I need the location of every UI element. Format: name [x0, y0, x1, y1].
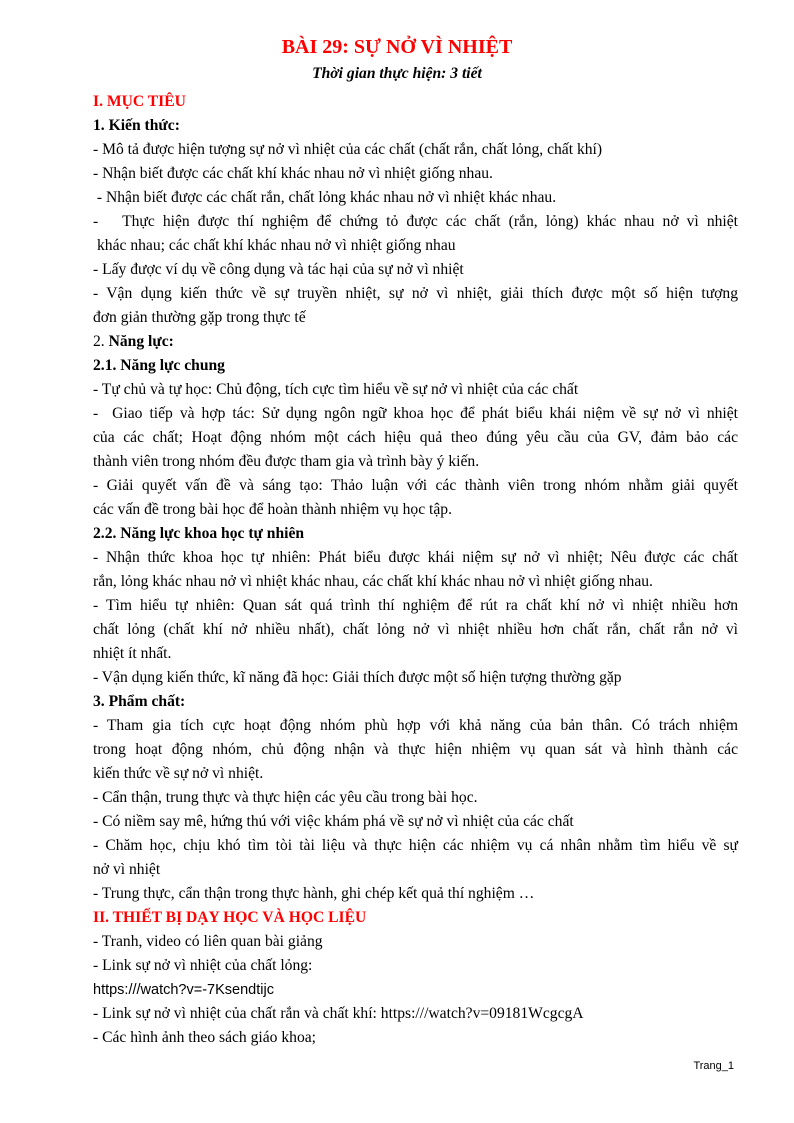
materials-line: - Các hình ảnh theo sách giáo khoa;: [93, 1029, 317, 1046]
knowledge-line: - Nhận biết được các chất rắn, chất lỏng khác nhau nở vì nhiệt khác nhau.: [93, 189, 557, 206]
general-competence-line: - Tự chủ và tự học: Chủ động, tích cực tìm hiểu về sự nở vì nhiệt của các chất: [93, 381, 579, 398]
science-competence-line: nhiệt ít nhất.: [93, 645, 172, 662]
general-competence-line: - Giao tiếp và hợp tác: Sử dụng ngôn ngữ khoa học để phát biểu khái niệm về sự nở vì nhiệt: [93, 405, 738, 422]
general-competence-line: của các chất; Hoạt động nhóm một cách hiệu quả theo đúng yêu cầu của GV, đảm bảo các: [93, 429, 738, 446]
knowledge-line: - Mô tả được hiện tượng sự nở vì nhiệt của các chất (chất rắn, chất lỏng, chất khí): [93, 141, 603, 158]
qualities-line: nở vì nhiệt: [93, 861, 161, 878]
general-competence-line: thành viên trong nhóm đều được tham gia và trình bày ý kiến.: [93, 453, 480, 470]
knowledge-line: đơn giản thường gặp trong thực tế: [93, 309, 306, 326]
science-competence-heading: 2.2. Năng lực khoa học tự nhiên: [93, 525, 305, 542]
general-competence-line: - Giải quyết vấn đề và sáng tạo: Thảo luận với các thành viên trong nhóm nhằm giải quyết: [93, 477, 738, 494]
section-1-heading: I. MỤC TIÊU: [93, 93, 186, 110]
subsection-title: Năng lực:: [108, 333, 174, 350]
knowledge-line: - Thực hiện được thí nghiệm để chứng tỏ được các chất (rắn, lỏng) khác nhau nở vì nhiệt: [93, 213, 738, 230]
page-number: Trang_1: [693, 1060, 734, 1072]
section-2-heading: II. THIẾT BỊ DẠY HỌC VÀ HỌC LIỆU: [93, 909, 367, 926]
general-competence-heading: 2.1. Năng lực chung: [93, 357, 225, 374]
qualities-heading: 3. Phẩm chất:: [93, 693, 186, 710]
materials-line: - Link sự nở vì nhiệt của chất rắn và chất khí: https:///watch?v=09181WcgcgA: [93, 1005, 584, 1022]
knowledge-line: - Vận dụng kiến thức về sự truyền nhiệt, sự nở vì nhiệt, giải thích được một số hiện tượng: [93, 285, 738, 302]
lesson-title: BÀI 29: SỰ NỞ VÌ NHIỆT: [281, 36, 513, 58]
science-competence-line: chất lỏng (chất khí nở nhiều nhất), chất lỏng nở vì nhiệt nhiều hơn chất rắn, chất rắn nở vì: [93, 621, 738, 638]
qualities-line: - Tham gia tích cực hoạt động nhóm phù hợp với khả năng của bản thân. Có trách nhiệm: [93, 717, 738, 734]
science-competence-line: - Vận dụng kiến thức, kĩ năng đã học: Giải thích được một số hiện tượng thường gặp: [93, 669, 622, 686]
qualities-line: - Cẩn thận, trung thực và thực hiện các yêu cầu trong bài học.: [93, 789, 478, 806]
qualities-line: - Có niềm say mê, hứng thú với việc khám phá về sự nở vì nhiệt của các chất: [93, 813, 574, 830]
qualities-line: trong hoạt động nhóm, chủ động nhận và thực hiện nhiệm vụ quan sát và hình thành các: [93, 741, 738, 758]
science-competence-line: - Tìm hiểu tự nhiên: Quan sát quá trình thí nghiệm để rút ra chất khí nở vì nhiệt nhiều hơn: [93, 597, 738, 614]
science-competence-line: rắn, lỏng khác nhau nở vì nhiệt khác nhau, các chất khí khác nhau nở vì nhiệt giống nhau.: [93, 573, 653, 590]
science-competence-line: - Nhận thức khoa học tự nhiên: Phát biểu được khái niệm sự nở vì nhiệt; Nêu được các chất: [93, 549, 738, 566]
knowledge-line: khác nhau; các chất khí khác nhau nở vì nhiệt giống nhau: [97, 237, 456, 254]
knowledge-line: - Lấy được ví dụ về công dụng và tác hại của sự nở vì nhiệt: [93, 261, 464, 278]
liquid-expansion-link[interactable]: https:///watch?v=-7Ksendtijc: [93, 982, 274, 998]
lesson-duration: Thời gian thực hiện: 3 tiết: [312, 65, 482, 82]
subsection-number: 2.: [93, 333, 109, 350]
qualities-line: - Trung thực, cẩn thận trong thực hành, ghi chép kết quả thí nghiệm …: [93, 885, 535, 902]
qualities-line: - Chăm học, chịu khó tìm tòi tài liệu và thực hiện các nhiệm vụ cá nhân nhằm tìm hiểu về sự: [93, 837, 738, 854]
materials-line: - Link sự nở vì nhiệt của chất lỏng:: [93, 957, 313, 974]
general-competence-line: các vấn đề trong bài học để hoàn thành nhiệm vụ học tập.: [93, 501, 452, 518]
materials-line: - Tranh, video có liên quan bài giảng: [93, 933, 323, 950]
knowledge-line: - Nhận biết được các chất khí khác nhau nở vì nhiệt giống nhau.: [93, 165, 493, 182]
subsection-knowledge-heading: 1. Kiến thức:: [93, 117, 180, 134]
subsection-competence-heading: [93, 330, 738, 354]
qualities-line: kiến thức về sự nở vì nhiệt.: [93, 765, 264, 782]
